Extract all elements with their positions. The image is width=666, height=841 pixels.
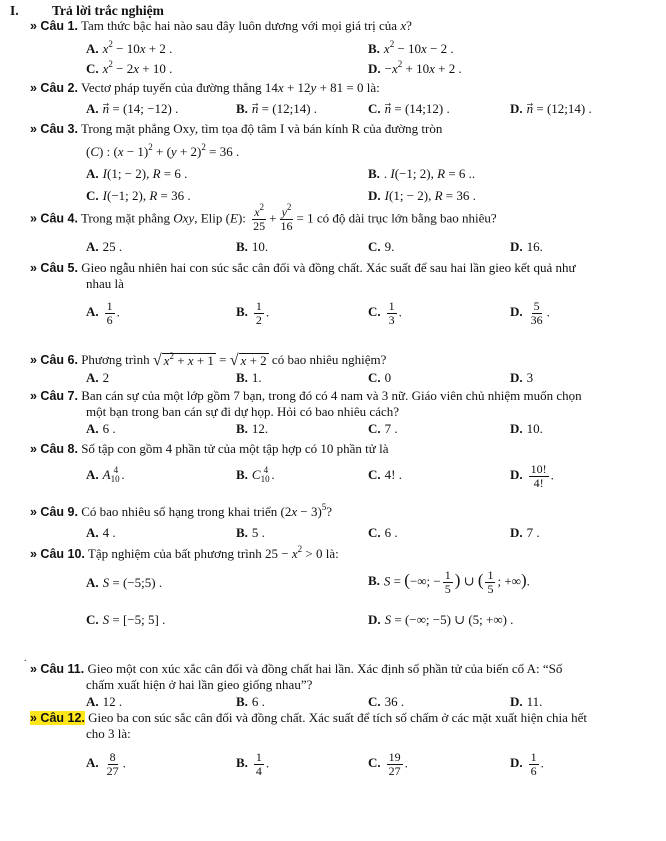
question-text: Số tập con gồm 4 phần tử của một tập hợp có 10 phần tử là — [81, 441, 389, 456]
question-text: Có bao nhiêu số hạng trong khai triển — [81, 504, 278, 519]
option-b[interactable]: B. n⃗ = (12;14) . — [236, 101, 318, 116]
option-a[interactable]: A. n⃗ = (14; −12) . — [86, 101, 179, 116]
option-a[interactable]: A. 4 . — [86, 525, 116, 540]
option-a[interactable]: A. $x^2 - 10x + 2$ . — [86, 39, 173, 56]
option-d[interactable]: D. 3 — [510, 370, 534, 385]
question-text: Gieo một con xúc xắc cân đối và đồng chất hai lần. Xác định số phần tử của biến cố A: “Số — [87, 661, 563, 676]
question-text: Gieo ba con súc sắc cân đối và đồng chất. Xác suất để tích số chấm ở các mặt xuất hiện chia hết — [88, 710, 588, 725]
document-page: I. Trả lời trắc nghiệm » Câu 1. Tam thức bậc hai nào sau đây luôn dương với mọi giá trị của x? A. $x^2 - 10x + 2$ . B. $x^2 - 10x - 2$ . C. $x^2 - 2x + 10$ . D. $-x^2 + 10x + 2$ . » Câu 2. Vectơ pháp tuyến của đường thẳng 14x + 12y + 81 = 0 là: A. n⃗ = (14; −12) . B. n⃗ = (12;14) . C. n⃗ = (14;12) . D. n⃗ = (12;14) . » Câu 3. Trong mặt phẳng Oxy, tìm tọa độ tâm I và bán kính R của đường tròn (C) : $(x - 1)^2 + (y + 2)^2 = 36$ . A. I(1; − 2), R = 6 . B. . I(−1; 2), R = 6 .. C. I(−1; 2), R = 36 . D. I(1; − 2), R = 36 . » Câu 4. Trong mặt phẳng Oxy, Elip (E): $\frac{x^2}{25}$ + $\frac{y^2}{16}$ = 1 có độ dài trục lớn bằng bao nhiêu? A. 25 . B. 10. C. 9. D. 16. » Câu 5. Gieo ngẫu nhiên hai con súc sắc cân đối và đồng chất. Xác suất để sau hai lần gieo kết quả như nhau là A. $\frac{1}{6}$ . B. $\frac{1}{2}$ . C. $\frac{1}{3}$ . D. $\frac{5}{36}$ . » Câu 6. Phương trình √ $x^2 + x + 1$ = √ x + 2 có bao nhiêu nghiệm? A. 2 B. 1. C. 0 D. 3 » Câu 7. Ban cán sự của một lớp gồm 7 bạn, trong đó có 4 nam và 3 nữ. Giáo viên chủ nhiệm muốn chọn một bạn trong ban cán sự đi dự họp. Hỏi có bao nhiêu cách? A. 6 . B. 12. C. 7 . D. 10. » Câu 8. Số tập con gồm 4 phần tử của một tập hợp có 10 phần tử là A. $A_{10}^4$ . B. $C_{10}^4$ . C. 4! . D. $\frac{10!}{4!}$ . » Câu 9. Có bao nhiêu số hạng trong khai triển $(2x - 3)^5$? A. 4 . B. 5 . C. 6 . D. 7 . » Câu 10. Tập nghiệm của bất phương trình $25 - x^2 > 0$ là: A. S = (−5;5) . B. S = (−∞; − $\frac{1}{5}$ ) ∪ ( $\frac{1}{5}$ ; +∞). C. S = [−5; 5] . D. S = (−∞; −5) ∪ (5; +∞) . . » Câu 11. Gieo một con xúc xắc cân đối và đồng chất hai lần. Xác định số phần tử của biến cố A: “Số chấm xuất hiện ở hai lần gieo giống nhau”? A. 12 . B. 6 . C. 36 . D. 11. » Câu 12. Gieo ba con súc sắc cân đối và đồng chất. Xác suất để tích số chấm ở các mặt xuất hiện chia hết cho 3 là: A. $\frac{8}{27}$ . B. $\frac{1}{4}$ . C. $\frac{19}{27}$ . D. $\frac{1}{6}$ . — [10, 3, 592, 778]
question-text: Gieo ngẫu nhiên hai con súc sắc cân đối và đồng chất. Xác suất để sau hai lần gieo kết quả như — [81, 260, 576, 275]
question-label: » Câu 3. — [30, 122, 78, 136]
option-b[interactable]: B. $C_{10}^4$ . — [236, 465, 275, 484]
question-label: » Câu 9. — [30, 505, 78, 519]
question-label: » Câu 11. — [30, 662, 85, 676]
option-a[interactable]: A. 12 . — [86, 694, 123, 709]
option-c[interactable]: C. S = [−5; 5] . — [86, 612, 166, 627]
option-a[interactable]: A. $A_{10}^4$ . — [86, 465, 125, 484]
option-c[interactable]: C. $\frac{19}{27}$ . — [368, 750, 408, 778]
option-d[interactable]: D. $\frac{5}{36}$ . — [510, 299, 550, 327]
option-c[interactable]: C. I(−1; 2), R = 36 . — [86, 188, 191, 203]
question-text: Trong mặt phẳng Oxy, tìm tọa độ tâm I và bán kính R của đường tròn — [80, 121, 443, 136]
option-d[interactable]: D. n⃗ = (12;14) . — [510, 101, 592, 116]
option-d[interactable]: D. $-x^2 + 10x + 2$ . — [368, 59, 462, 76]
stray-mark: . — [24, 653, 27, 664]
option-b[interactable]: B. 5 . — [236, 525, 265, 540]
option-c[interactable]: C. 0 — [368, 370, 392, 385]
option-c[interactable]: C. 4! . — [368, 467, 402, 482]
option-a[interactable]: A. $\frac{8}{27}$ . — [86, 750, 126, 778]
option-d[interactable]: D. 10. — [510, 421, 543, 436]
option-b[interactable]: B. . I(−1; 2), R = 6 .. — [368, 166, 476, 181]
option-c[interactable]: C. 9. — [368, 239, 395, 254]
question-label: » Câu 4. — [30, 211, 78, 226]
option-d[interactable]: D. $\frac{1}{6}$ . — [510, 750, 544, 778]
question-label: » Câu 10. — [30, 547, 85, 561]
option-a[interactable]: A. $\frac{1}{6}$ . — [86, 299, 120, 327]
question-label-highlighted: » Câu 12. — [30, 711, 85, 725]
question-label: » Câu 8. — [30, 442, 78, 456]
option-d[interactable]: D. S = (−∞; −5) ∪ (5; +∞) . — [368, 612, 514, 627]
question-label: » Câu 5. — [30, 261, 78, 275]
option-d[interactable]: D. I(1; − 2), R = 36 . — [368, 188, 476, 203]
option-c[interactable]: C. n⃗ = (14;12) . — [368, 101, 450, 116]
question-text: Tập nghiệm của bất phương trình — [87, 546, 262, 561]
option-c[interactable]: C. $x^2 - 2x + 10$ . — [86, 59, 173, 76]
option-d[interactable]: D. 16. — [510, 239, 543, 254]
option-c[interactable]: C. 6 . — [368, 525, 398, 540]
option-a[interactable]: A. S = (−5;5) . — [86, 575, 163, 590]
option-a[interactable]: A. 2 — [86, 370, 110, 385]
option-a[interactable]: A. 6 . — [86, 421, 116, 436]
question-label: » Câu 2. — [30, 81, 78, 95]
question-label: » Câu 7. — [30, 389, 78, 403]
question-text: Tam thức bậc hai nào sau đây luôn dương với mọi giá trị của — [80, 18, 398, 33]
question-label: » Câu 1. — [30, 19, 78, 33]
option-c[interactable]: C. $\frac{1}{3}$ . — [368, 299, 402, 327]
option-c[interactable]: C. 7 . — [368, 421, 398, 436]
section-number: I. — [10, 3, 19, 18]
option-d[interactable]: D. 11. — [510, 694, 543, 709]
option-b[interactable]: B. 12. — [236, 421, 269, 436]
option-b[interactable]: B. $\frac{1}{4}$ . — [236, 750, 270, 778]
option-c[interactable]: C. 36 . — [368, 694, 405, 709]
option-a[interactable]: A. 25 . — [86, 239, 123, 254]
option-d[interactable]: D. 7 . — [510, 525, 540, 540]
question-text: Vectơ pháp tuyến của đường thẳng — [80, 80, 262, 95]
section-title: Trả lời trắc nghiệm — [52, 3, 164, 18]
section-heading — [10, 3, 164, 19]
question-label: » Câu 6. — [30, 353, 78, 367]
option-b[interactable]: B. 1. — [236, 370, 262, 385]
option-a[interactable]: A. I(1; − 2), R = 6 . — [86, 166, 188, 181]
option-b[interactable]: B. $x^2 - 10x - 2$ . — [368, 39, 454, 56]
option-b[interactable]: B. $\frac{1}{2}$ . — [236, 299, 270, 327]
option-b[interactable]: B. S = (−∞; − $\frac{1}{5}$ ) ∪ ( $\frac{1}{5}$ ; +∞). — [368, 568, 530, 596]
option-d[interactable]: D. $\frac{10!}{4!}$ . — [510, 462, 554, 490]
option-b[interactable]: B. 10. — [236, 239, 269, 254]
option-b[interactable]: B. 6 . — [236, 694, 265, 709]
question-text: Ban cán sự của một lớp gồm 7 bạn, trong đó có 4 nam và 3 nữ. Giáo viên chủ nhiệm muốn chọn — [81, 388, 582, 403]
